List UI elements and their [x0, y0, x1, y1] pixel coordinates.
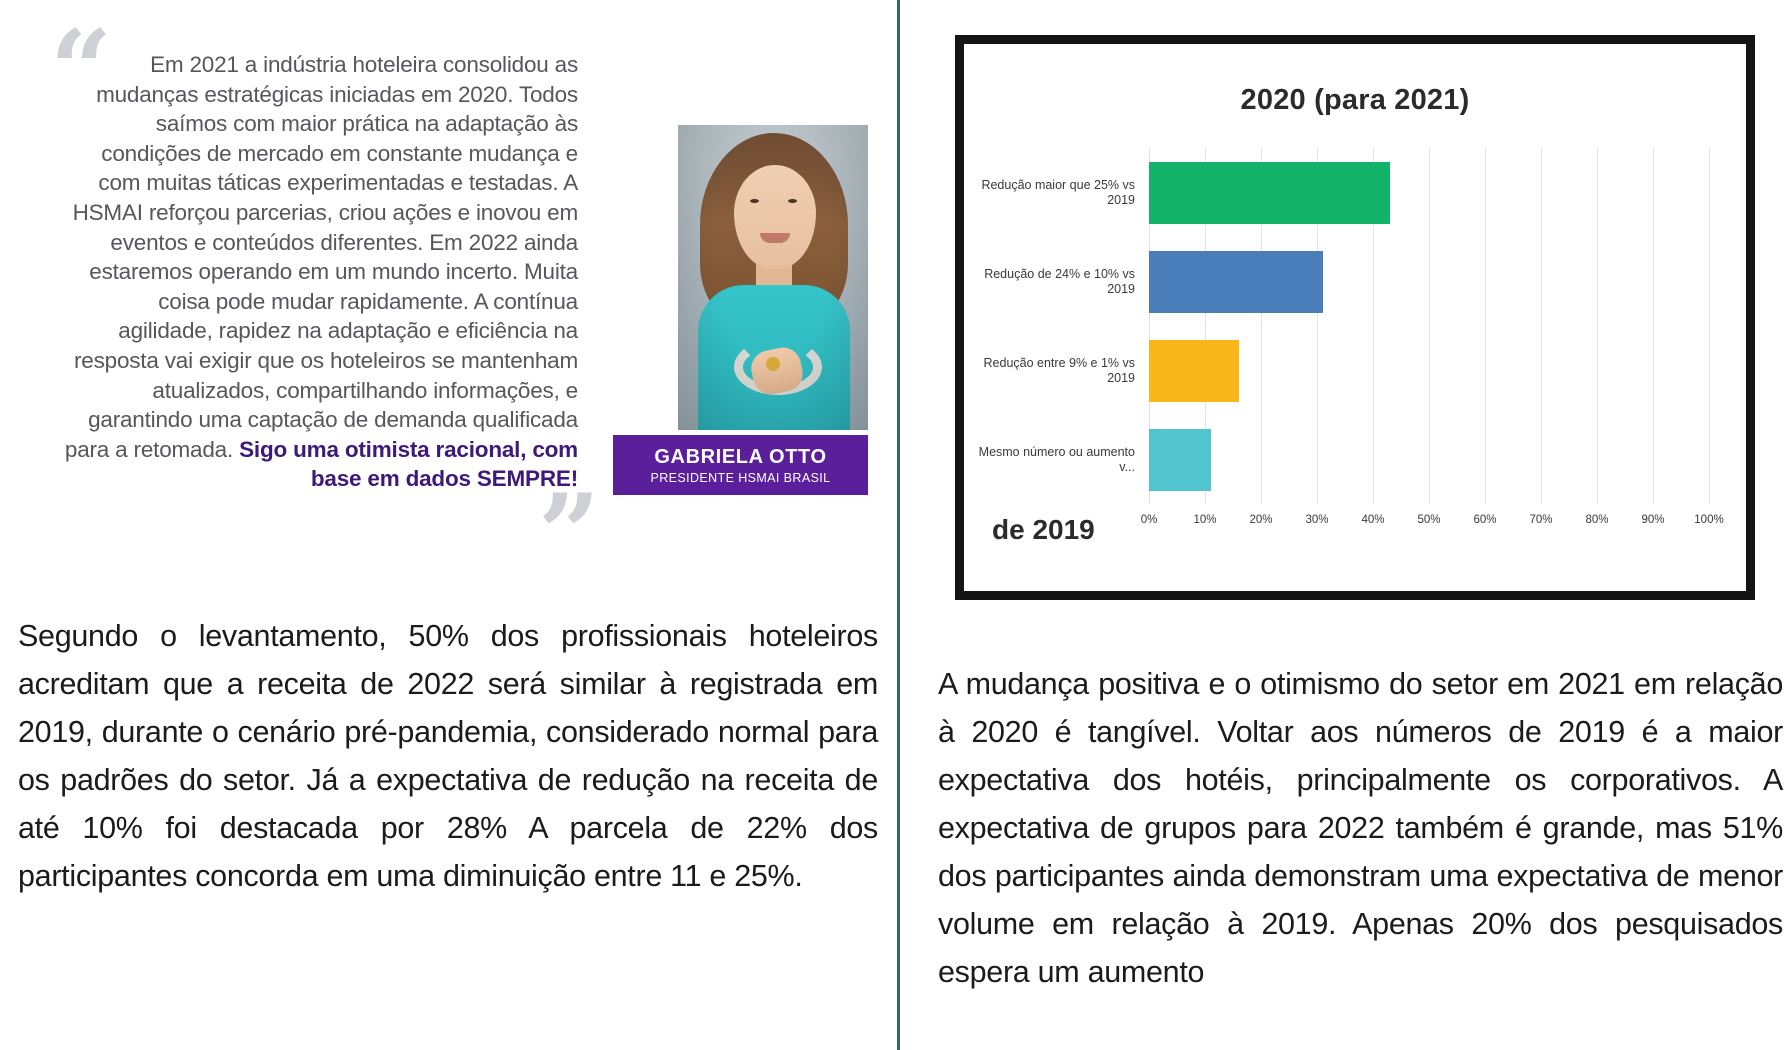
chart-bar-row [983, 340, 1709, 402]
chart-category-label: Mesmo número ou aumento v... [978, 444, 1135, 474]
right-column [900, 0, 1790, 1050]
chart-x-tick-label: 40% [1361, 514, 1385, 526]
chart-bar [1149, 429, 1211, 491]
chart-gridline [1709, 149, 1710, 504]
chart-x-tick-label: 90% [1641, 514, 1665, 526]
chart-bar-row [984, 251, 1709, 313]
avatar [678, 125, 868, 430]
chart-x-tick-label: 0% [1140, 514, 1158, 526]
right-body-paragraph: A mudança positiva e o otimismo do setor em 2021 em relação à 2020 é tangível. Voltar aos números de 2019 é a maior expectativa dos hotéis, principalmente os corporativos. A expectativa de grupos para 2022 também é grande, mas 51% dos participantes ainda demonstram uma expectativa de menor volume em relação à 2019. Apenas 20% dos pesquisados espera um aumento [938, 667, 1783, 989]
quote-close-icon: ” [538, 471, 597, 597]
quote-body: Em 2021 a indústria hoteleira consolidou as mudanças estratégicas iniciadas em 2020. Todos saímos com maior prática na adaptação às condições de mercado em constante mudança e com muitas táticas experimentadas e testadas. A HSMAI reforçou parcerias, criou ações e inovou em eventos e conteúdos diferentes. Em 2022 ainda estaremos operando em um mundo incerto. Muita coisa pode mudar rapidamente. A contínua agilidade, rapidez na adaptação e eficiência na resposta vai exigir que os hoteleiros se mantenham atualizados, compartilhando informações, e garantindo uma captação de demanda qualificada para a retomada. [64, 52, 578, 462]
chart-x-tick-label: 20% [1249, 514, 1273, 526]
chart-bar-row [978, 429, 1709, 491]
chart-x-tick-label: 50% [1417, 514, 1441, 526]
chart-plot-area [978, 149, 1709, 504]
chart-category-label: Redução maior que 25% vs 2019 [981, 178, 1135, 208]
chart-title: 2020 (para 2021) [1240, 84, 1470, 116]
person-role: PRESIDENTE HSMAI BRASIL [650, 470, 831, 485]
chart-card [955, 35, 1755, 600]
chart-x-axis-labels [1140, 514, 1724, 534]
chart-bar-row [981, 162, 1709, 224]
quote-block [18, 7, 880, 597]
chart-category-label: Redução de 24% e 10% vs 2019 [984, 267, 1135, 297]
chart-bar [1149, 251, 1323, 313]
chart-x-tick-label: 100% [1694, 514, 1724, 526]
person-name-banner [613, 435, 868, 495]
chart-x-tick-label: 80% [1585, 514, 1609, 526]
quote-highlight: Sigo uma otimista racional, com base em dados SEMPRE! [239, 436, 578, 492]
quote-text [58, 50, 578, 494]
quote-open-icon: “ [50, 7, 109, 133]
person-name: GABRIELA OTTO [654, 445, 827, 468]
chart-bar [1149, 340, 1239, 402]
chart-category-label: Redução entre 9% e 1% vs 2019 [983, 355, 1135, 385]
chart-x-tick-label: 70% [1529, 514, 1553, 526]
chart-subtitle: de 2019 [992, 514, 1095, 545]
chart-x-tick-label: 60% [1473, 514, 1497, 526]
chart-bar [1149, 162, 1390, 224]
chart-x-tick-label: 30% [1305, 514, 1329, 526]
chart-x-tick-label: 10% [1193, 514, 1217, 526]
left-body-paragraph: Segundo o levantamento, 50% dos profissionais hoteleiros acreditam que a receita de 2022 será similar à registrada em 2019, durante o cenário pré-pandemia, considerado normal para os padrões do setor. Já a expectativa de redução na receita de até 10% foi destacada por 28% A parcela de 22% dos participantes concorda em uma diminuição entre 11 e 25%. [18, 619, 878, 893]
photo-vignette [678, 125, 868, 430]
